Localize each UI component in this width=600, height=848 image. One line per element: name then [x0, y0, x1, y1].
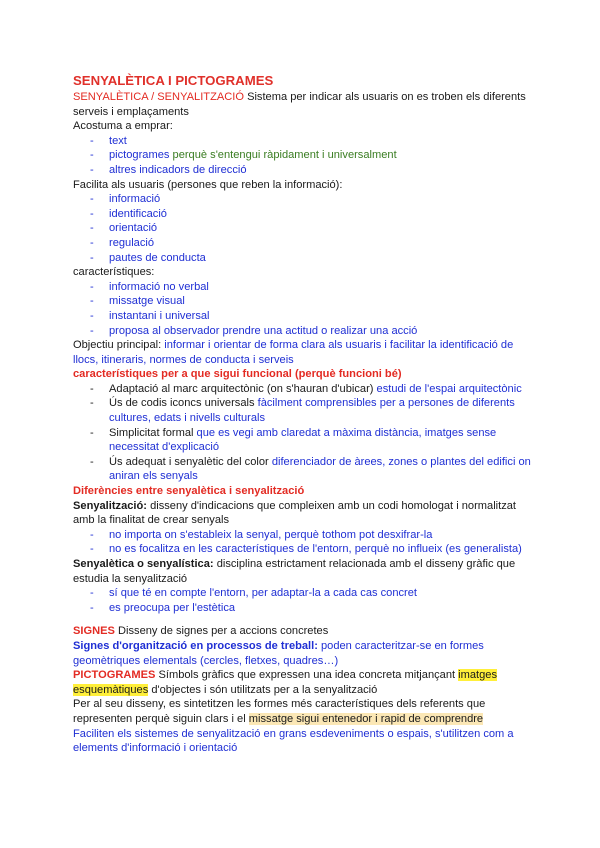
- pictograms-text: Símbols gràfics que expressen una idea concreta mitjançant: [155, 669, 459, 682]
- list-item-text: text: [109, 134, 127, 147]
- list-item: [73, 192, 535, 207]
- list-item: [73, 207, 535, 222]
- pictograms-text-end: d'objectes i són utilitzats per a la senyalització: [148, 683, 378, 696]
- characteristics-heading: característiques:: [73, 266, 155, 279]
- list-item-text: altres indicadors de direcció: [109, 163, 247, 176]
- signalization-text: disseny d'indicacions que compleixen amb un codi homologat i normalitzat amb la finalitat de crear senyals: [73, 499, 517, 527]
- bullet-dash: -: [90, 528, 94, 541]
- bullet-dash: -: [90, 251, 94, 264]
- list-item-text: regulació: [109, 236, 155, 249]
- list-item-note: fàcilment comprensibles per a persones de diferents cultures, edats i nivells culturals: [109, 397, 515, 425]
- facilitates-heading: Facilita als usuaris (persones que reben la informació):: [73, 178, 343, 191]
- organization-text: poden caracteritzar-se en formes geomètriques elementals (cercles, fletxes, quadres…): [73, 639, 484, 667]
- list-item-note: que es vegi amb claredat a màxima distància, imatges sense necessitat d'explicació: [109, 426, 497, 454]
- pictograms-label: PICTOGRAMES: [73, 669, 156, 682]
- bullet-dash: -: [90, 309, 94, 322]
- document-content: [73, 72, 535, 756]
- list-item-note: diferenciador de àrees, zones o plantes del edifici on aniran els senyals: [109, 455, 531, 483]
- list-item-note: perquè s'entengui ràpidament i universalment: [169, 149, 397, 162]
- list-item: [73, 134, 535, 149]
- list-item: [73, 528, 535, 543]
- synthesis-paragraph: [73, 697, 535, 726]
- bullet-dash: -: [90, 193, 94, 206]
- characteristics-list: [73, 280, 535, 338]
- bullet-dash: -: [90, 280, 94, 293]
- list-item-text: identificació: [109, 207, 167, 220]
- objective-text: informar i orientar de forma clara als usuaris i facilitar la identificació de llocs, itineraris, normes de conducta i serveis: [73, 339, 514, 366]
- bullet-dash: -: [90, 324, 94, 337]
- functional-heading: característiques per a que sigui funcional (perquè funcioni bé): [73, 368, 402, 381]
- objective-paragraph: [73, 338, 535, 367]
- uses-heading: Acostuma a emprar:: [73, 120, 173, 133]
- signalization-list: [73, 528, 535, 557]
- signage-label: Senyalètica o senyalística:: [73, 558, 214, 570]
- bullet-dash: -: [90, 587, 94, 600]
- bullet-dash: -: [90, 295, 94, 308]
- list-item: [73, 280, 535, 295]
- signs-label: SIGNES: [73, 625, 115, 638]
- list-item-text: informació: [109, 193, 161, 206]
- intro-label: SENYALÈTICA / SENYALITZACIÓ: [73, 91, 244, 103]
- list-item-text: instantani i universal: [109, 309, 210, 322]
- bullet-dash: -: [90, 382, 94, 395]
- bullet-dash: -: [90, 236, 94, 249]
- list-item: [73, 396, 535, 425]
- organization-label: Signes d'organització en processos de treball:: [73, 639, 318, 652]
- uses-list: [73, 134, 535, 178]
- bullet-dash: -: [90, 601, 94, 614]
- list-item-text: orientació: [109, 222, 158, 235]
- bullet-dash: -: [90, 455, 94, 468]
- bullet-dash: -: [90, 149, 94, 162]
- differences-heading: Diferències entre senyalètica i senyalització: [73, 485, 305, 498]
- list-item-text: sí que té en compte l'entorn, per adaptar-la a cada cas concret: [109, 587, 417, 600]
- intro-paragraph: [73, 90, 535, 119]
- list-item-text: Ús adequat i senyalètic del color: [109, 455, 272, 468]
- list-item-note: estudi de l'espai arquitectònic: [376, 382, 522, 395]
- objective-label: Objectiu principal:: [73, 339, 165, 352]
- list-item-text: Simplicitat formal: [109, 426, 197, 439]
- list-item: [73, 236, 535, 251]
- list-item-text: informació no verbal: [109, 280, 209, 293]
- closing-paragraph: Faciliten els sistemes de senyalització en grans esdeveniments o espais, s'utilitzen com a elements d'informació i orientació: [73, 727, 514, 755]
- list-item-text: es preocupa per l'estètica: [109, 601, 236, 614]
- list-item: [73, 221, 535, 236]
- list-item-text: no es focalitza en les característiques de l'entorn, perquè no influeix (es generalista): [109, 543, 522, 556]
- list-item: [73, 309, 535, 324]
- list-item: [73, 586, 535, 601]
- functional-list: [73, 382, 535, 484]
- bullet-dash: -: [90, 222, 94, 235]
- organization-paragraph: [73, 639, 535, 668]
- signage-paragraph: [73, 557, 535, 586]
- signage-list: [73, 586, 535, 615]
- bullet-dash: -: [90, 426, 94, 439]
- page-title: SENYALÈTICA I PICTOGRAMES: [73, 73, 274, 88]
- bullet-dash: -: [90, 163, 94, 176]
- list-item: [73, 382, 535, 397]
- list-item-text: no importa on s'estableix la senyal, perquè tothom pot desxifrar-la: [109, 528, 433, 541]
- list-item: [73, 163, 535, 178]
- list-item-text: pictogrames: [109, 149, 170, 162]
- list-item: [73, 542, 535, 557]
- facilitates-list: [73, 192, 535, 265]
- list-item: [73, 148, 535, 163]
- list-item-text: missatge visual: [109, 295, 185, 308]
- list-item-text: Ús de codis iconcs universals: [109, 397, 258, 410]
- list-item-text: pautes de conducta: [109, 251, 206, 264]
- highlighted-text: imatges esquemàtiques: [73, 669, 498, 696]
- list-item: [73, 601, 535, 616]
- list-item-text: proposa al observador prendre una actitud o realizar una acció: [109, 324, 418, 337]
- list-item-text: Adaptació al marc arquitectònic (on s'hauran d'ubicar): [109, 382, 377, 395]
- list-item: [73, 324, 535, 339]
- bullet-dash: -: [90, 134, 94, 147]
- intro-text: Sistema per indicar als usuaris on es troben els diferents serveis i emplaçaments: [73, 91, 526, 118]
- highlighted-text: missatge sigui entenedor i rapid de comprendre: [248, 712, 484, 725]
- list-item: [73, 426, 535, 455]
- bullet-dash: -: [90, 207, 94, 220]
- signs-text: Disseny de signes per a accions concretes: [114, 625, 329, 638]
- list-item: [73, 294, 535, 309]
- signalization-paragraph: [73, 499, 535, 528]
- section-gap: [73, 615, 535, 624]
- bullet-dash: -: [90, 543, 94, 556]
- signage-text: disciplina estrictament relacionada amb el disseny gràfic que estudia la senyalització: [73, 558, 516, 585]
- synthesis-text: Per al seu disseny, es sintetitzen les formes més característiques dels referents que representen perquè siguin clars i el: [73, 698, 486, 725]
- list-item: [73, 251, 535, 266]
- list-item: [73, 455, 535, 484]
- signs-paragraph: [73, 624, 535, 639]
- pictograms-paragraph: [73, 668, 535, 697]
- signalization-label: Senyalització:: [73, 499, 147, 512]
- bullet-dash: -: [90, 397, 94, 410]
